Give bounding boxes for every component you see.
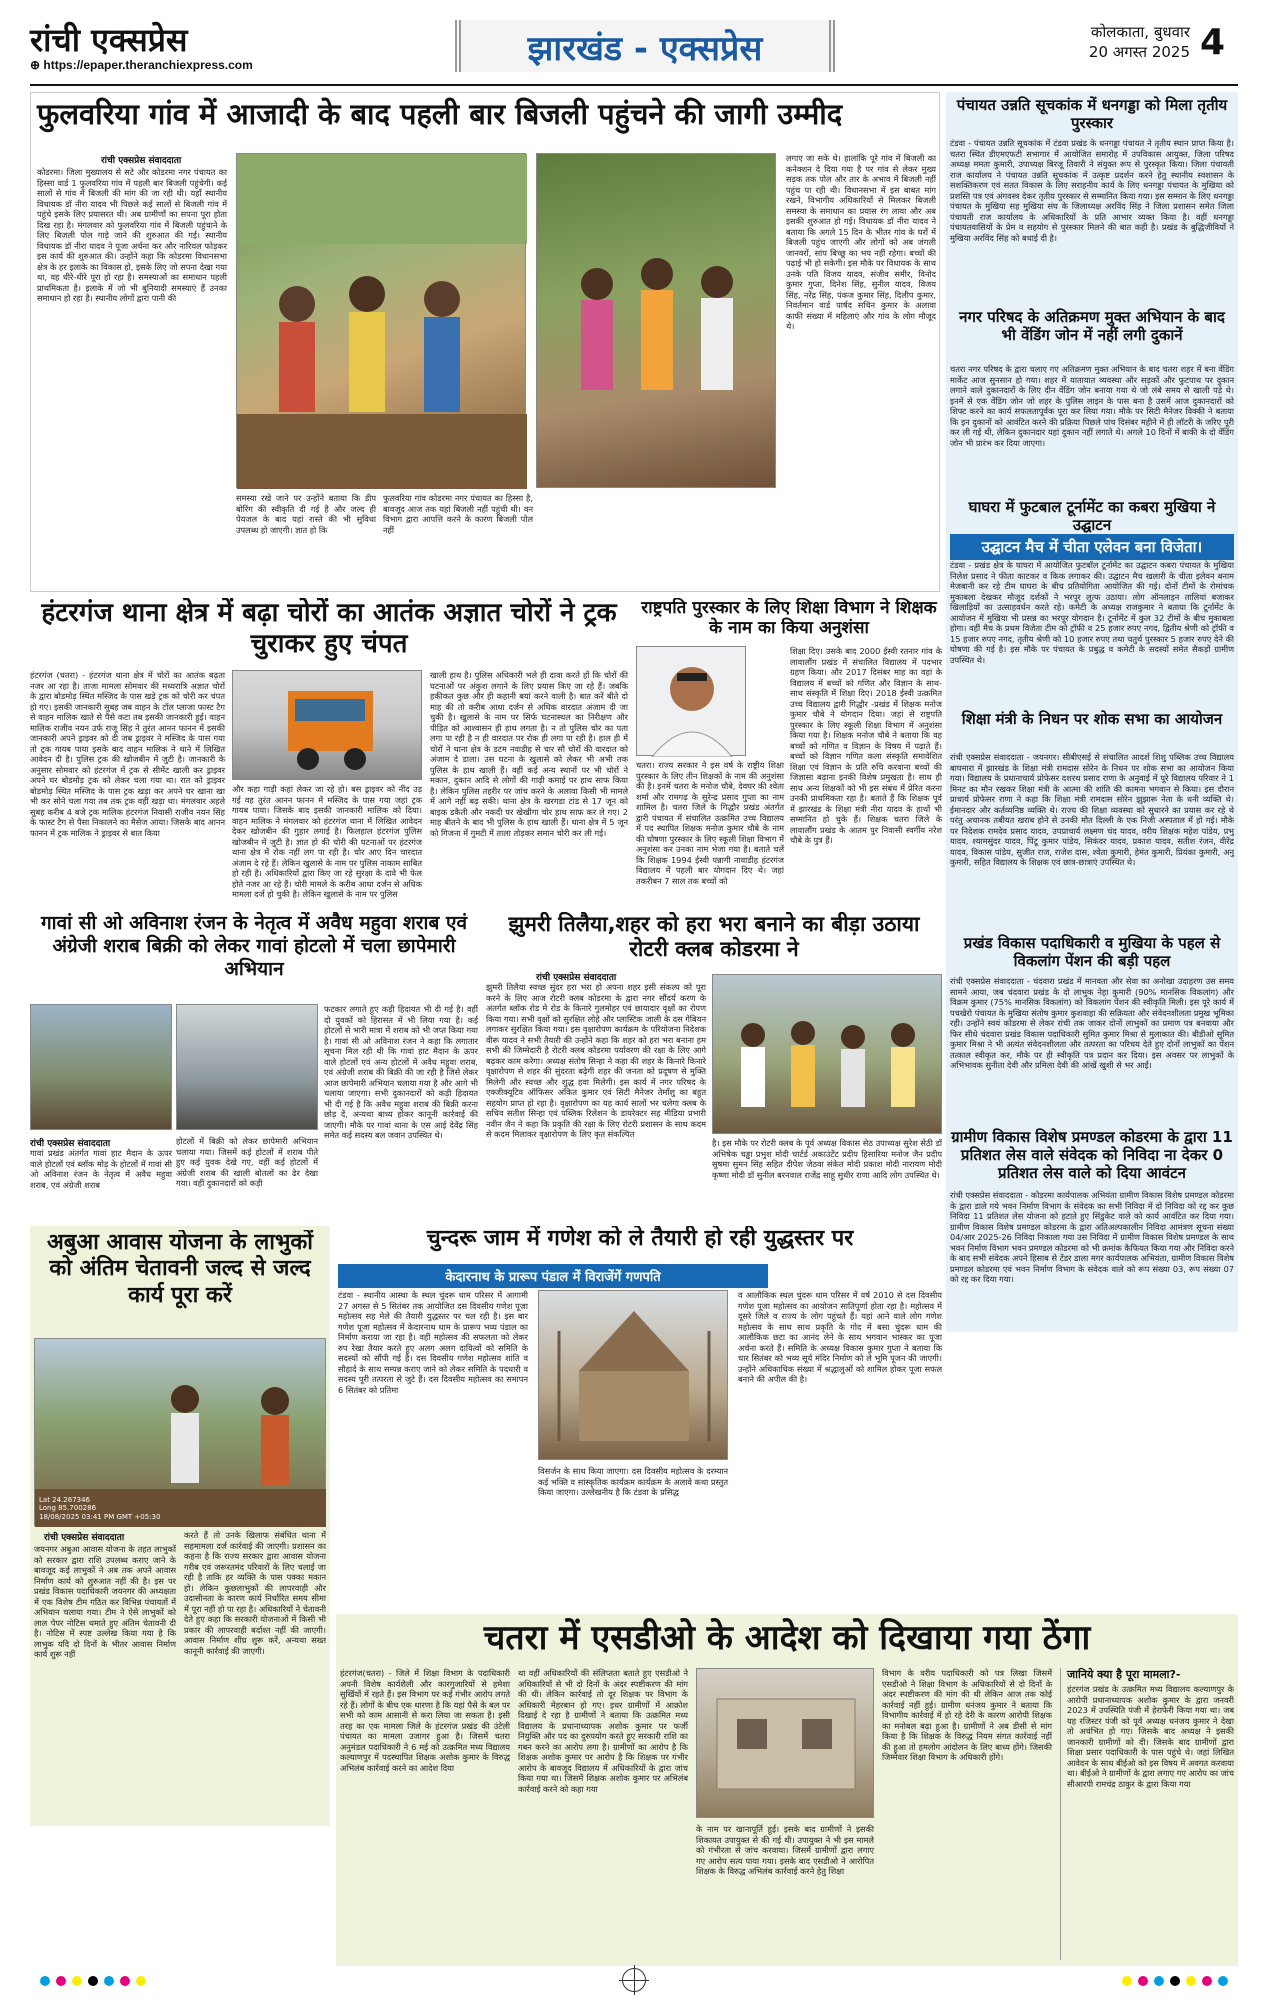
gps-overlay: Lat 24.267346 Long 85.700286 18/08/2025 03:41 PM GMT +05:30	[39, 1495, 161, 1521]
sidebar-story-text: रांची एक्सप्रेस संवाददाता - कोडरमा कार्यपालक अभियंता ग्रामीण विकास विशेष प्रमण्डल कोडरमा के द्वारा डाले गये भवन निर्माण विभाग के संवेदक का सभी निविदा में दो निविदा को रद्द कर कुछ निविदा 11 प्रतिशत लेस योजना को हटाते हुए सिंडुकेट वाले को कार्य आवंटित कर दिया गया। ग्रामीण विकास विशेष प्रमण्डल कोडरमा के द्वारा अतिअल्पकालीन निविदा आमंत्रण सूचना संख्या 04/आर 2025-26 निविदा निकाला गया उस निविदा में ग्रामीण विकास विशेष प्रमण्डल के साथ भवन निर्माण विभाग भवन प्रमण्डल कोडरमा को भी क्रमांक कैफियत किया गया और निविदा करने के बाद सभी संवेदक अपने हिसाब से टेंडर डाला मगर कार्यपालक अभियंता, ग्रामीण विकास विशेष प्रमण्डल कोडरमा एवं भवन निर्माण विभाग के संवेदक वाले को रूप संख्या 03, रूप संख्या 07 को रद्द कर दिया गया।	[950, 1190, 1234, 1284]
dateline-date: 20 अगस्त 2025	[1088, 43, 1190, 61]
truck-photo	[232, 670, 422, 780]
masthead: रांची एक्सप्रेस	[30, 21, 188, 59]
color-dot	[72, 1976, 82, 1986]
story-column: विभाग के वरीय पदाधिकारी को पत्र लिखा जिसमें एसडीओ ने शिक्षा विभाग के अधिकारियों से दो दिनों के अंदर स्पष्टीकरण की मांग की थी लेकिन आज तक कोई कार्रवाई नहीं हुई। ग्रामीण धनंजय कुमार ने बताया कि विभागीय कार्रवाई में हो रहे देरी के कारण आरोपी शिक्षक का मनोबल बढ़ा हुआ है। ग्रामीणों ने अब डीसी से मांग किया है कि शिक्षक के विरुद्ध नियम संगत कार्रवाई नहीं की हुआ तो हमलोग आंदोलन के लिए बाध्य होंगे। जिसकी जिम्मेवार शिक्षा विभाग के अधिकारी होंगे।	[882, 1668, 1052, 1762]
truck-illustration	[233, 671, 423, 781]
portrait-illustration	[637, 647, 747, 757]
subhead-bar: केदारनाथ के प्रारूप पंडाल में विराजेंगें गणपति	[338, 1264, 768, 1288]
story-gawan-raid	[30, 912, 478, 1220]
color-dot	[104, 1976, 114, 1986]
color-dot	[1202, 1976, 1212, 1986]
pandal-photo	[538, 1290, 728, 1460]
story-column: व आलौकिक स्थल चुंदरू धाम परिसर में वर्ष 2010 से दस दिवसीय गणेश पूजा महोत्सव का आयोजन सातिपूर्णा होता रहा है। महोत्सव में दूसरे जिले व राज्य के लोग पहुंचते हैं। यहां आने वाले लोग गणेश महोत्सव के साथ साथ प्रकृति के गोद में बसा चुंदरू धाम की आलौकिक छटा का आनंद लेने के साथ भगवान भास्कर का पूजा अर्चना करते हैं। समिति के अध्यक्ष विकास कुमार गुप्ता ने बताया कि चार सितंबर को भव्य सूर्य मंदिर निर्माण को ले भूमि पूजन की जाएगी। उन्होंने अधिकाधिक संख्या में श्रद्धालुओं को शामिल होकर पूजा सफल बनाने की अपील की है।	[738, 1290, 942, 1384]
news-photo	[176, 1004, 318, 1130]
sidebar-headline: शिक्षा मंत्री के निधन पर शोक सभा का आयोजन	[961, 710, 1223, 728]
story-rotary	[486, 912, 942, 1220]
sidebar-story-text: टंडवा - प्रखंड क्षेत्र के घाघरा में आयोजित फुटबॉल टूर्नामेंट का उद्घाटन कबरा पंचायत के मुखिया निलेश प्रसाद ने फीता काटकर व किक लगाकर की। उद्घाटन मैच खलारी के चीता इलेवन बनाम मेजबानी कर रहे टीम घाघरा के बीच प्रतियोगिता आयोजित की गई। दोनों टीमों के रोमांचक मुकाबला देखकर मौजूद दर्शकों ने भरपूर लुत्फ उठाया। लोग ऑनलाइन तालियां बजाकर खिलाड़ियों का उत्साहवर्धन करते रहे। कमेटी के अध्यक्ष राजकुमार ने बताया कि टूर्नामेंट के आयोजन में मुखिया भी प्रसन्न का भरपूर योगदान है। टूर्नामेंट में कुल 32 टीमों के बीच मुकाबला होगा। वहीं मैच के प्रथम विजेता टीम को ट्रॉफी व 25 हजार रुपए नगद, द्वितीय श्रेणी को ट्रॉफी व 15 हजार रुपए नगद, तृतीय श्रेणी को 10 हजार रुपए तथा चतुर्थ पुरस्कार 5 हजार रुपए देने की घोषणा की गई है। इस मौके पर पंचायत के प्रबुद्ध व कमेटी के सदस्यों समेत सैकड़ों ग्रामीण उपस्थित थे।	[950, 560, 1234, 665]
rotary-photo	[712, 974, 942, 1134]
photo-illustration	[237, 154, 527, 489]
globe-icon: ⊕	[30, 58, 44, 72]
sidebar-headline: घाघरा में फुटबाल टूर्नामेंट का कबरा मुखिया ने उद्घाटन	[968, 498, 1216, 534]
story-chundru	[338, 1226, 942, 1606]
story-column: जयनगर अबुआ आवास योजना के तहत लाभुकों को सरकार द्वारा राशि उपलब्ध कराए जाने के बावजूद कई लाभुकों ने अब तक अपने आवास निर्माण कार्य को शुरुआत नहीं की है। इस पर प्रखंड विकास पदाधिकारी जयनगर की अध्यक्षता में एक विशेष टीम गठित कर विभिन्न पंचायतों में अभियान चलाया गया। टीम ने ऐसे लाभुकों को लाल पेपर नोटिस थमाते हुए अंतिम चेतावनी दी है। नोटिस में स्पष्ट उल्लेख किया गया है कि लाभुक यदि दो दिनों के भीतर आवास निर्माण कार्य शुरू नहीं	[34, 1544, 176, 1659]
story-column: गावां प्रखंड अंतर्गत गावां हाट मैदान के ऊपर वाले होटलों एवं ब्लॉक मोड़ के होटलों में गावां सी ओ अविनाश रंजन के नेतृत्व में अवैध महुवा शराब, एवं अंग्रेजी शराब	[30, 1148, 172, 1190]
photo-illustration	[537, 154, 777, 489]
headline: अबुआ आवास योजना के लाभुकों को अंतिम चेतावनी जल्द से जल्द कार्य पूरा करें	[46, 1230, 314, 1308]
story-column: कोडरमा। जिला मुख्यालय से सटे और कोडरमा नगर पंचायत का हिस्सा वार्ड 1 फुलवरिया गांव में पहली बार बिजली पहुंचेगी। कई सालों से गांव में बिजली की मांग की जा रही थी। यहाँ स्थानीय विधायक डॉ नीरा यादव भी पिछले कई सालों से बिजली गांव में पहुंचे इसके लिए प्रयासरत थी। अब ग्रामीणों का सपना पूरा होता दिख रहा है। मंगलवार को फुलवरिया गांव में बिजली पहुंचाने के लिए बिजली पोल गाड़े जाने की शुरुआत की गई। स्थानीय विधायक डॉ नीरा यादव ने पूजा अर्चना कर और नारियल फोड़कर इस कार्य की शुरुआत की। उन्होंने कहा कि कोडरमा विधानसभा क्षेत्र के हर इलाके का विकास हो, इसके लिए जो सपना देखा गया था, वह धीरे-धीरे पूरा हो रहा है। समस्याओं का समाधान पहली प्राथमिकता है। इलाके में जो भी बुनियादी समस्याएं हैं उनका समाधान हो रहा है। स्थानीय लोगों द्वारा पानी की	[37, 167, 227, 303]
story-column: टंडवा - स्थानीय आस्था के स्थल चुंदरू धाम परिसर में आगामी 27 अगस्त से 5 सितंबर तक आयोजित दस दिवसीय गणेश पूजा महोत्सव सह मेले की तैयारी युद्धस्तर पर चल रही है। इस बार गणेश पूजा महोत्सव में केदारनाथ धाम के प्रारूप भव्य पंडाल का निर्माण कराया जा रहा है। वहीं महोत्सव की सफलता को लेकर रुप रेखा तैयार करते हुए अलग अलग दायित्वों को समिति के सदस्यों को सौंपी गई है। दस दिवसीय गणेश महोत्सव शांति व सौहार्द के साथ सम्पन्न कराए जाने को लेकर समिति के पदधारी व सदस्य पूरी तत्परता से जुटे हैं। दस दिवसीय महोत्सव का समापन 6 सितंबर को प्रतिमा	[338, 1290, 528, 1395]
story-column: झुमरी तिलैया स्वच्छ सुंदर हरा भरा हो अपना शहर इसी संकल्प को पूरा करने के लिए आज रोटरी क्लब कोडरमा के द्वारा नगर सौंदर्य करण के अंतर्गत ब्लॉक रोड मे रोड के किनारे गुलमोहर एवं छायादार वृक्षों का रोपण किया गया। सभी वृक्षों को सुरक्षित लोहे और प्लास्टिक जाली के दस गेबियन लगाकर सुरक्षित किया गया। इस वृक्षारोपण कार्यक्रम के परियोजना निदेशक वीरू यादव ने सभी तैयारी की उन्होंने कहा कि शहर को हरा भरा बनाना हम सभी की जिम्मेदारी है रोटरी क्लब कोडरमा पर्यावरण की रक्षा के लिए आगे बढ़कर काम करेगा। अध्यक्ष संतोष सिन्हा ने कहा की शहर के किनारे किनारे वृक्षारोपण से शहर की सुंदरता बढ़ेगी शहर की जनता को प्रदूषण से मुक्ति मिलेगी और स्वच्छ और शुद्ध हवा मिलेगी। इस कार्य में नगर परिषद के एक्जीक्यूटिव ऑफिसर अंकित कुमार एवं सिटी मैनेजर तेमाँशु का बहुत सहयोग प्राप्त हो रहा है। वृक्षारोपण का यह कार्य सालों भर चलेगा क्लब के सचिव सतीश सिन्हा एवं पब्लिक रिलेशन के डायरेक्टर सह मीडिया प्रभारी नवीन जैन ने कहा कि प्रकृति की रक्षा के लिए रोटरी प्रशासन के साथ कदम से कदम मिलाकर वृक्षारोपण के लिए कृत संकल्पित	[486, 982, 706, 1139]
color-dot	[1218, 1976, 1228, 1986]
sidebar-headline: पंचायत उन्नति सूचकांक में धनगड्डा को मिला तृतीय पुरस्कार	[956, 96, 1228, 132]
story-chatra-sdo	[340, 1618, 1234, 1962]
headline: गावां सी ओ अविनाश रंजन के नेतृत्व में अवैध महुवा शराब एवं अंग्रेजी शराब बिक्री को लेकर गावां होटलो में चला छापेमारी अभियान	[40, 912, 468, 980]
story-column: समस्या रखे जाने पर उन्होंने बताया कि डीप बोरिंग की स्वीकृति दी गई है और जल्द ही पेयजल के बाद यहां रास्ते की भी सुविधा उपलब्ध हो जाएगी। ज्ञात हो कि	[236, 493, 376, 535]
registration-dots-left	[40, 1976, 146, 1990]
teacher-portrait	[636, 646, 746, 756]
color-dot	[120, 1976, 130, 1986]
story-column: शिक्षा दिए। उसके बाद 2000 ईस्वी रतनार गांव के लावालौंग प्रखंड में संचालित विद्यालय में पदभार ग्रहण किया। और 2017 दिसंबर माह का वहां के विद्यालय में बच्चों को गणित और विज्ञान के साथ-साथ संस्कृति में शिक्षा दिए। 2018 ईस्वी उत्क्रमित उच्च विद्यालय द्वारी गिद्धौर -प्रखंड में शिक्षक मनोज कुमार चौबे ने योगदान दिया। जहां से राष्ट्रपति पुरस्कार के लिए स्कूली शिक्षा विभाग में अनुशंसा किया गया है। शिक्षक मनोज चौबे ने बताया कि वह बच्चों को गणित व विज्ञान के विषय में पढ़ाते हैं। बच्चों को विज्ञान गणित कला संस्कृति समावेशित शिक्षा एवं विज्ञान के प्रति रुचि करवाना बच्चों की जिज्ञासा बढ़ाना इनकी विशेष प्रमुखता है। साथ ही साथ अन्य शिक्षकों को भी इस संबंध में प्रेरित करना उनकी प्राथमिकता रहा है। बताते हैं कि शिक्षक पूर्व में झारखंड के शिक्षा मंत्री नीरा यादव के हाथों भी सम्मानित हो चुके हैं। शिक्षक चतरा जिले के लावालौंग प्रखंड के आतम पुर निवासी स्वर्गीय नरेश चौबे के पुत्र हैं।	[790, 646, 942, 845]
photo-caption: विसर्जन के साथ किया जाएगा। दस दिवसीय महोत्सव के दरम्यान कई भक्ति व सांस्कृतिक कार्यक्रम कार्यक्रम के अलावे कथा प्रस्तुत किया जाएगा। उल्लेखनीय है कि टंडवा के प्रसिद्ध	[538, 1466, 728, 1497]
explainer-text: हंटरगंज प्रखंड के उत्क्रमित मध्य विद्यालय कल्याणपुर के आरोपी प्रधानाध्यापक अशोक कुमार के द्वारा जनवरी 2023 में उपस्थिति पंजी में हेराफेरी किया गया था। जब यह रजिस्टर पंजी को पूर्व अध्यक्ष धनंजय कुमार ने देखा तो अचंभित हो गए। जिसके बाद अध्यक्ष ने इसकी जानकारी ग्रामीणों को दी। जिसके बाद ग्रामीणों द्वारा शिक्षा प्रसार पदाधिकारी के पास पहुंचे थे। जहां लिखित आवेदन के साथ बीईओ को इस विषय में अवगत करवाया था। बीईओ ने ग्रामीणों के द्वारा लगाए गए आरोप का जांच सीआरपी रामचंद्र ठाकुर के द्वारा किया गया	[1067, 1684, 1234, 1789]
explainer-box	[1060, 1668, 1234, 1960]
epaper-url[interactable]	[30, 58, 253, 72]
news-photo	[236, 153, 526, 488]
story-column: लगाए जा सके थे। हालांकि पूरे गांव में बिजली का कनेक्शन दे दिया गया है पर गांव से लेकर मुख्य सड़क तक पोल और तार के अभाव में बिजली नहीं पहुंच पा रही थी। विधानसभा में इस बाबत मांग रखने, विभागीय अधिकारियों से मिलकर बिजली समस्या के समाधान का प्रयास रंग लाया और अब इसकी शुरुआत हो गई। विधायक डॉ नीरा यादव ने बताया कि अगले 15 दिन के भीतर गांव के घरों में बिजली पहुंच जाएगी और लोगों को अब जंगली जानवरों, सांप बिच्छू का भय नहीं रहेगा। बच्चों की पढ़ाई भी हो सकेगी। इस मौके पर विधायक के साथ उनके पति विजय यादव, संजीव समीर, विनोद कुमार गुप्ता, दिनेश सिंह, सुनील यादव, विजय सिंह, नरेंद्र सिंह, पंकज कुमार सिंह, दिलीप कुमार, निवर्तमान वार्ड पार्षद सचिन कुमार के अलावा काफी संख्या में महिलाएं और गांव के लोग मौजूद थे।	[786, 153, 936, 331]
photo-caption: फुलवरिया गांव कोडरमा नगर पंचायत का हिस्सा है, बावजूद आज तक यहां बिजली नहीं पहुंची थी। वन विभाग द्वारा आपत्ति करने के कारण बिजली पोल नहीं	[383, 493, 533, 535]
sidebar-story-text: रांची एक्सप्रेस संवाददाता - जयनगर। सीबीएसई से संचालित आदर्श शिशु पब्लिक उच्च विद्यालय बाघमारा में झारखंड के शिक्षा मंत्री रामदास सोरेन के निधन पर शोक सभा का आयोजन किया गया। विद्यालय के प्रधानाचार्य प्रोफेसर दशरथ प्रसाद राणा के अनुवाई में पूरे विद्यालय परिवार ने 1 मिनट का मौन रखकर शिक्षा मंत्री के आत्मा की शांति की कामना भगवान से किया। इस दौरान प्राचार्य प्रोफेसर राणा ने कहा कि शिक्षा मंत्री रामदास सोरेन झुझारू नेता के धनी व्यक्ति थे। ईमानदार और कर्तव्यनिष्ठ व्यक्ति थे। राज्य की शिक्षा व्यवस्था को सुधारने का प्रयास कर रहे थे परंतु अचानक तबीयत खराब होने से उनकी मौत दिल्ली के एक निजी अस्पताल में हो गई। मौके पर निदेशक रामदेव प्रसाद यादव, उपप्राचार्य लक्ष्मण चंद यादव, वरीय शिक्षक महेश पांडेय, प्रभु यादव, श्यामसुंदर यादव, पिंटू कुमार पांडेय, सिकंदर यादव, प्रकाश यादव, सतीश रंजन, वीरेंद्र यादव, विकास पांडेय, सुजीत राज, राजेश दास, श्वेता कुमारी, हेमंत कुमारी, प्रियंका कुमारी, अनु कुमारी, सहित विद्यालय के शिक्षक एवं छात्र-छात्राएं उपस्थित थे।	[950, 752, 1234, 867]
color-dot	[1122, 1976, 1132, 1986]
headline: राष्ट्रपति पुरस्कार के लिए शिक्षा विभाग ने शिक्षक के नाम का किया अनुशंसा	[641, 598, 937, 639]
color-dot	[56, 1976, 66, 1986]
pandal-illustration	[539, 1291, 729, 1461]
crosshair-icon	[622, 1968, 646, 1992]
story-column: हंटरगंज(चतरा) - जिले में शिक्षा विभाग के पदाधिकारी अपनी विशेष कार्यशैली और कारगुजारियों से हमेशा सुर्खियों में रहते हैं। इस विभाग पर कई गंभीर आरोप लगते रहे हैं। लोगों के बीच एक धारणा है कि यहां पैसे के बल पर सभी को काम आसानी से करा लिया जा सकता है। इसी तरह का एक मामला जिले के हंटरगंज प्रखंड की उंटेली पंचायत का मामला उजागर हुआ है। जिसमें चतरा अनुमंडल पदाधिकारी ने 6 मई को उत्क्रमित मध्य विद्यालय कल्याणपुर में पदस्थापित शिक्षक अशोक कुमार के विरुद्ध अभिलंब कार्रवाई करने का आदेश दिया	[340, 1668, 510, 1773]
color-dot	[88, 1976, 98, 1986]
sidebar-headline: नगर परिषद के अतिक्रमण मुक्त अभियान के बाद भी वेंडिंग जोन में नहीं लगी दुकानें	[959, 308, 1225, 344]
registration-dots-right	[1122, 1976, 1228, 1990]
headline: चतरा में एसडीओ के आदेश को दिखाया गया ठेंगा	[483, 1618, 1091, 1658]
photo-caption: है। इस मौके पर रोटरी क्लब के पूर्व अध्यक्ष विकास सेठ उपाध्यक्ष सुरेश सेठी डॉ अभिषेक चड्ढा प्रभुश मोदी चार्टर्ड अकाउंटेंट प्रदीप हिसारिया मनोज जैन प्रदीप सुषमा सुमन सिंह सहित दीपेश जेठवा संकेत मोदी प्रकाश मोदी नारायण मोदी कृष्णा मोदी डॉ सुनील बरनवाल राजेंद्र साहू सुधीर राणा आदि लोग उपस्थित थे।	[712, 1138, 942, 1180]
story-column: खाली हाथ है। पुलिस अधिकारी भले ही दावा करते हों कि चोरों की घटनाओं पर अंकुश लगाने के लिए प्रयास किए जा रहे हैं। जबकि हकीकत कुछ और ही कहानी बयां करने वाली है। बात करें बीते दो माह की तो करीब आधा दर्जन से अधिक वारदात अंजाम दी जा चुकी है। खुलासे के नाम पर सिर्फ घटनास्थल का निरीक्षण और पीड़ित को आश्वासन ही हाथ लगता है। न तो पुलिस चोर का पता लगा पा रही है न ही वारदात पर रोक ही लगा पा रही है। हाल ही में चोरों ने थाना क्षेत्र के डटम नवाडीह से चार सौ चोरों की वारदात को अंजाम दे डाला। उस घटना के खुलासे को लेकर भी अभी तक पुलिस के हाथ खाली हैं। वहीं कई अन्य स्थानों पर भी चोरों ने मकान, दुकान आदि से लोगों की गाढ़ी कमाई पर हाथ साफ किया है। लेकिन पुलिस तहरीर पर जांच करने के अलावा किसी भी मामले में आगे नहीं बढ़ सकी। थाना क्षेत्र के खरगडा टांड से 17 जून को बाइक डकैती और नकदी पर खेखीगा चोर हाथ साफ कर ले गए। 2 माह बीतने के बाद भी पुलिस के हाथ खाली हैं। थाना क्षेत्र में 5 जून को गिजना में गुमटी में ताला तोड़कर समान चोरी कर ली गई।	[430, 670, 628, 838]
school-photo	[696, 1668, 874, 1818]
headline: चुन्दरू जाम में गणेश को ले तैयारी हो रही युद्धस्तर पर	[426, 1226, 854, 1251]
story-column: हंटरगंज (चतरा) - हंटरगंज थाना क्षेत्र में चोरों का आतंक बढ़ता नजर आ रहा है। ताजा मामला सोमवार की मध्यरात्रि अज्ञात चोरों के द्वारा बोडमोड़ स्थित मस्जिद के पास खड़े ट्रक को चोरी कर चंपत हो गए। इसकी जानकारी सुबह जब वाहन के टॉल प्लाजा फास्ट टैग से वाहन मालिक खाते से पैसे कटा तब इसकी जानकारी हुई। वाहन मालिक राजीव नयन उर्फ राजू सिंह ने तुरंत आनन फानन में इसकी जानकारी अपने ड्राइवर को दी जब ड्राइवर ने मस्जिद के पास गया तो ट्रक गायब पाया इसके बाद वाहन मालिक ने थाने में लिखित आवेदन दी है। पुलिस ट्रक की खोजबीन में जुटी है। जानकारी के अनुसार सोमवार को हंटरगंज में ट्रक से सीमेंट खाली कर ड्राइवर अपने घर बोडमोड़ ट्रक को लेकर चला गया था। रात को ड्राइवर बोडमोड़ स्थित मस्जिद के पास ट्रक खड़ा कर अपने घर खाना खा भी कर सोने चला गया तब तक ट्रक वहीं खड़ा था। मंगलवार अहले सुबह करीब 4 बजे ट्रक मालिक हंटरगंज निवासी राजीव नयन सिंह के फास्ट टैग से पैसा निकालने का मैसेज आया। जिसके बाद आनन फानन में ट्रक मालिक ने ड्राइवर से बात किया	[30, 670, 225, 838]
sidebar-story-text: टंडवा - पंचायत उन्नति सूचकांक में टंडवा प्रखंड के धनगड्डा पंचायत ने तृतीय स्थान प्राप्त किया है। चतरा स्थित डीएमएफटी सभागार में आयोजित समारोह में उपविकास आयुक्त, जिला परिषद अध्यक्ष ममता कुमारी, उपाध्यक्ष बिरजू तिवारी ने संयुक्त रूप से पुरस्कृत किया। जिला पंचायती राज कार्यालय ने पंचायत उन्नति सूचकांक में उत्कृष्ट प्रदर्शन करने हेतु स्थानीय स्वशासन के सशक्तिकरण एवं सतत विकास के लिए सराहनीय कार्य के लिए धनगड्डा पंचायत के मुखिया को प्रशस्ति पत्र एवं अंगवस्त्र देकर तृतीय पुरस्कार से सम्मानित किया गया। इस सम्मान के लिए धनगड्डा पंचायत के मुखिया सह मुखिया संघ के जिलाध्यक्ष अरविंद सिंह ने जिला प्रशासन समेत जिला पंचायती राज कार्यालय के अधिकारियों के प्रति आभार व्यक्त किया है। वहीं धनगड्डा पंचायतवासियों के प्रेम व सहयोग से पुरस्कार मिलने की बात कही है। प्रखंड के बुद्धिजीवियों ने मुखिया अरविंद सिंह को बधाई दी है।	[950, 138, 1234, 243]
color-dot	[1138, 1976, 1148, 1986]
sidebar-headline: प्रखंड विकास पदाधिकारी व मुखिया के पहल से विकलांग पेंशन की बड़ी पहल	[963, 934, 1221, 970]
photo-illustration	[713, 975, 942, 1135]
sidebar-subhead: उद्घाटन मैच में चीता एलेवन बना विजेता।	[950, 534, 1234, 560]
story-hunterganj	[30, 598, 628, 908]
color-dot	[1186, 1976, 1196, 1986]
byline: रांची एक्सप्रेस संवाददाता	[536, 973, 617, 983]
story-column: करते हैं तो उनके खिलाफ संबंधित थाना में सहमामला दर्ज कार्रवाई की जाएगी। प्रशासन का कहना है कि राज्य सरकार द्वारा आवास योजना गरीब एवं जरूरतमंद परिवारों के लिए चलाई जा रही है ताकि हर व्यक्ति के पास पक्का मकान हो। लेकिन कुछलाभुकों की लापरवाही और उदासीनता के कारण कार्य निर्धारित समय सीमा में पूरा नहीं हो पा रहा है। अधिकारियों ने चेतावनी देते हुए कहा कि सरकारी योजनाओं में किसी भी प्रकार की लापरवाही बर्दाश्त नहीं की जाएगी। आवास निर्माण शीघ्र शुरू करें, अन्यथा सख्त कानूनी कार्रवाई की जाएगी।	[184, 1530, 326, 1656]
headline: झुमरी तिलैया,शहर को हरा भरा बनाने का बीड़ा उठाया रोटरी क्लब कोडरमा ने	[508, 912, 920, 962]
page-number: 4	[1200, 22, 1226, 63]
photo-caption: होटलों में बिक्री को लेकर छापेमारी अभियान चलाया गया। जिसमें कई होटलों में शराब पीते हुए कई युवक देखे गए, वहीं कई होटलों में अंग्रेजी शराब की खाली बोतलों का ढेर देखा गया। वहीं दुकानदारों को कड़ी	[176, 1136, 318, 1188]
story-phulwariya	[30, 92, 940, 592]
sidebar-story-text: रांची एक्सप्रेस संवाददाता - चंदवारा प्रखंड में मानवता और सेवा का अनोखा उदाहरण उस समय सामने आया, जब चंदवारा प्रखंड के दो लाभुक नेहा कुमारी (90% मानसिक विकलांग) और विक्रम कुमार (75% मानसिक विकलांग) को विकलांग पेंशन की स्वीकृति मिली। इस पूरे कार्य में पचखेरो पंचायत के मुखिया संतोष कुमार कुशवाहा की सक्रियता और संवेदनशीलता प्रमुख भूमिका रही। उन्होंने स्वयं कोडरमा से लेकर रांची तक जाकर दोनों लाभुकों का प्रमाण पत्र बनवाया और फिर सीधे चंदवारा प्रखंड विकास पदाधिकारी सुमित कुमार मिश्रा से मुलाकात की। बीडीओ सुमित कुमार मिश्रा ने भी अत्यंत संवेदनशीलता और तत्परता का परिचय देते हुए दोनों लाभुकों का पेंशन तत्काल स्वीकृत कर, मौके पर ही स्वीकृति पत्र प्रदान कर दिया। इस अवसर पर लाभुकों के अभिभावक सुनीता देवी और प्रमिला देवी की आंखें खुशी से भर आईं।	[950, 976, 1234, 1070]
awas-photo	[34, 1338, 326, 1526]
headline: फुलवरिया गांव में आजादी के बाद पहली बार बिजली पहुंचने की जागी उम्मीद	[37, 97, 843, 131]
sidebar-story-text: चतरा नगर परिषद के द्वारा चलाए गए अतिक्रमण मुक्त अभियान के बाद चतरा शहर में बना वेंडिंग मार्केट आज सुनसान हो गया। शहर में यातायात व्यवस्था और सड़कों और फुटपाथ पर दुकान लगाने वाले दुकानदारों के लिए दीन वेंडिंग जोन बनाया गया थे जो लंबे समय से खाली पड़े थे। इनमें से एक वेंडिंग जोन जो शहर के पुलिस लाइन के पास बना है उसमें आज दुकानदारों को शिफ्ट करने का कार्य सफलतापूर्वक पूरा कर लिया गया। मौके पर सिटी मैनेजर विक्की ने बताया कि इन दुकानों को आवंटित करने की प्रक्रिया पिछले पांच दिसंबर महीने में ही लॉटरी के जरिए पूरी कर ली गई थी, लेकिन दुकानदार यहां दुकान नहीं लगाते थे। अगले 10 दिनों में बाकी के दो वेंडिंग जोन भी प्रारंभ कर दिया जाएगा।	[950, 364, 1234, 448]
color-dot	[40, 1976, 50, 1986]
sidebar	[950, 96, 1234, 1328]
story-column: चतरा। राज्य सरकार ने इस वर्ष के राष्ट्रीय शिक्षा पुरस्कार के लिए तीन शिक्षकों के नाम की अनुशंसा की है। इनमें चतरा के मनोज चौबे, देवघर की श्वेता शर्मा और रामगढ़ के सुरेन्द्र प्रसाद गुप्ता का नाम शामिल है। चतरा जिले के गिद्धौर प्रखंड अंतर्गत द्वारी पंचायत में संचालित उत्क्रमित उच्च विद्यालय में पद स्थापित शिक्षक मनोज कुमार चौबे के नाम की घोषणा पुरस्कार के लिए स्कूली शिक्षा विभाग में अनुशंसा कर उनका नाम भेजा गया है। बताते चलें कि शिक्षक 1994 ईस्वी पन्नागी नावाडीह हंटरगंज विद्यालय में पहली बार योगदान दिए थे। जहां तकरीबन 7 साल तक बच्चों को	[636, 760, 784, 886]
photo-caption: और कहा गाड़ी कहां लेकर जा रहे हो। बस ड्राइवर को नींद उड़ गई वह तुरंत आनन फानन में मस्जिद के पास गया जहां ट्रक गायब पाया। जिसके बाद इसकी जानकारी मालिक को दिया। वाहन मालिक ने मंगलवार को हंटरगंज थाना में लिखित आवेदन देकर खोजबीन की गुहार लगाई है। फिलहाल हंटरगंज पुलिस खोजबीन में जुटी है। ज्ञात हो की चोरी की घटनाओं पर हंटरगंज थाना क्षेत्र में रोक नहीं लग पा रही है। चोर आए दिन चारदात अंजाम दे रहे हैं। लेकिन खुलासे के नाम पर पुलिस नाकाम साबित हो रही है। अधिकारियों द्वारा किए जा रहे सुरक्षा के दावे भी फेल होते नजर आ रहे हैं। चोरी मामले के करीब आधा दर्जन से अधिक मामला दर्ज हो चुकी है। लेकिन खुलासे के नाम पर पुलिस	[232, 784, 422, 899]
dateline-place: कोलकाता, बुधवार	[1090, 23, 1190, 41]
byline: रांची एक्सप्रेस संवाददाता	[30, 1139, 111, 1149]
story-column: था वहीं अधिकारियों की संलिप्तता बताते हुए एसडीओ ने अधिकारियों से भी दो दिनों के अंदर स्पष्टीकरण की मांग की थी। लेकिन कार्रवाई तो दूर शिक्षक पर विभाग के अधिकारी मेहरबान हो गए। इधर ग्रामीणों में आक्रोश दिखाई दे रहा है ग्रामीणों ने बताया कि उत्क्रमित मध्य विद्यालय के प्रधानाध्यापक अशोक कुमार पर फर्जी नियुक्ति और पद का दुरुपयोग करते हुए सरकारी राशि का गबन करने का आरोप लगा है। ग्रामीणों का आरोप है कि शिक्षक अशोक कुमार पर आरोप है कि शिक्षक पर गंभीर आरोप के बावजूद विद्यालय में अधिकारियों के द्वारा जांच किया गया था। जिसमें शिक्षक अशोक कुमार पर अभिलंब कार्रवाई करने को कहा गया	[518, 1668, 688, 1794]
story-column: फटकार लगाते हुए कड़ी हिदायत भी दी गई है। वहीं दो युवकों को हिरासत में भी लिया गया है। कई होटलों से भारी मात्रा में शराब को भी जप्त किया गया है। गावां सी ओ अविनाश रंजन ने कहा कि लगातार सूचना मिल रही थी कि गावां हाट मैदान के ऊपर वाले होटलों एवं अन्य होटलों में अवैध महुवा शराब, एवं अंग्रेजी शराब की बिक्री की जा रही है जिसे लेकर आज छापेमारी अभियान चलाया गया है और आगे भी चलाया जाएगा। सभी दुकानदारों को कड़ी हिदायत भी दी गई है कि अवैध महुवा शराब की बिक्री करना छोड़ दें, अन्यथा बाध्य होकर कानूनी कार्रवाई की जाएगी। मौके पर गावां थाना के एस आई देवेंद्र सिंह समेत कई सदस्य बल जवान उपस्थित थे।	[324, 1004, 478, 1140]
dateline	[1040, 22, 1190, 62]
color-dot	[1154, 1976, 1164, 1986]
byline: रांची एक्सप्रेस संवाददाता	[44, 1533, 125, 1543]
story-teacher-award	[636, 598, 942, 908]
story-abua-awas	[34, 1230, 326, 1822]
headline: हंटरगंज थाना क्षेत्र में बढ़ा चोरों का आतंक अज्ञात चोरों ने ट्रक चुराकर हुए चंपत	[41, 598, 617, 660]
section-title: झारखंड - एक्सप्रेस	[527, 29, 763, 69]
color-dot	[1170, 1976, 1180, 1986]
color-dot	[136, 1976, 146, 1986]
news-photo	[536, 153, 776, 488]
byline: रांची एक्सप्रेस संवाददाता	[101, 156, 182, 166]
school-illustration	[697, 1669, 875, 1819]
header-rule	[30, 84, 1238, 86]
photo-caption: के नाम पर खानापूर्ति हुई। इसके बाद ग्रामीणों ने इसकी शिकायत उपायुक्त से की गई थी। उपायुक्त ने भी इस मामले को गंभीरता से जांच करवाया। जिसमें ग्रामीणों द्वारा लगाए गए आरोप सत्य पाया गया। इसके बाद एसडीओ ने आरोपित शिक्षक के विरुद्ध अभिलंब कार्रवाई करने हेतु शिक्षा	[696, 1824, 874, 1876]
explainer-title: जानिये क्या है पूरा मामला?-	[1067, 1668, 1181, 1681]
url-text: https://epaper.theranchiexpress.com	[43, 58, 253, 72]
sidebar-headline: ग्रामीण विकास विशेष प्रमण्डल कोडरमा के द्वारा 11 प्रतिशत लेस वाले संवेदक को निविदा ना देकर 0 प्रतिशत लेस वाले को दिया आवंटन	[951, 1128, 1233, 1182]
section-banner	[455, 20, 835, 72]
news-photo	[30, 1004, 172, 1130]
